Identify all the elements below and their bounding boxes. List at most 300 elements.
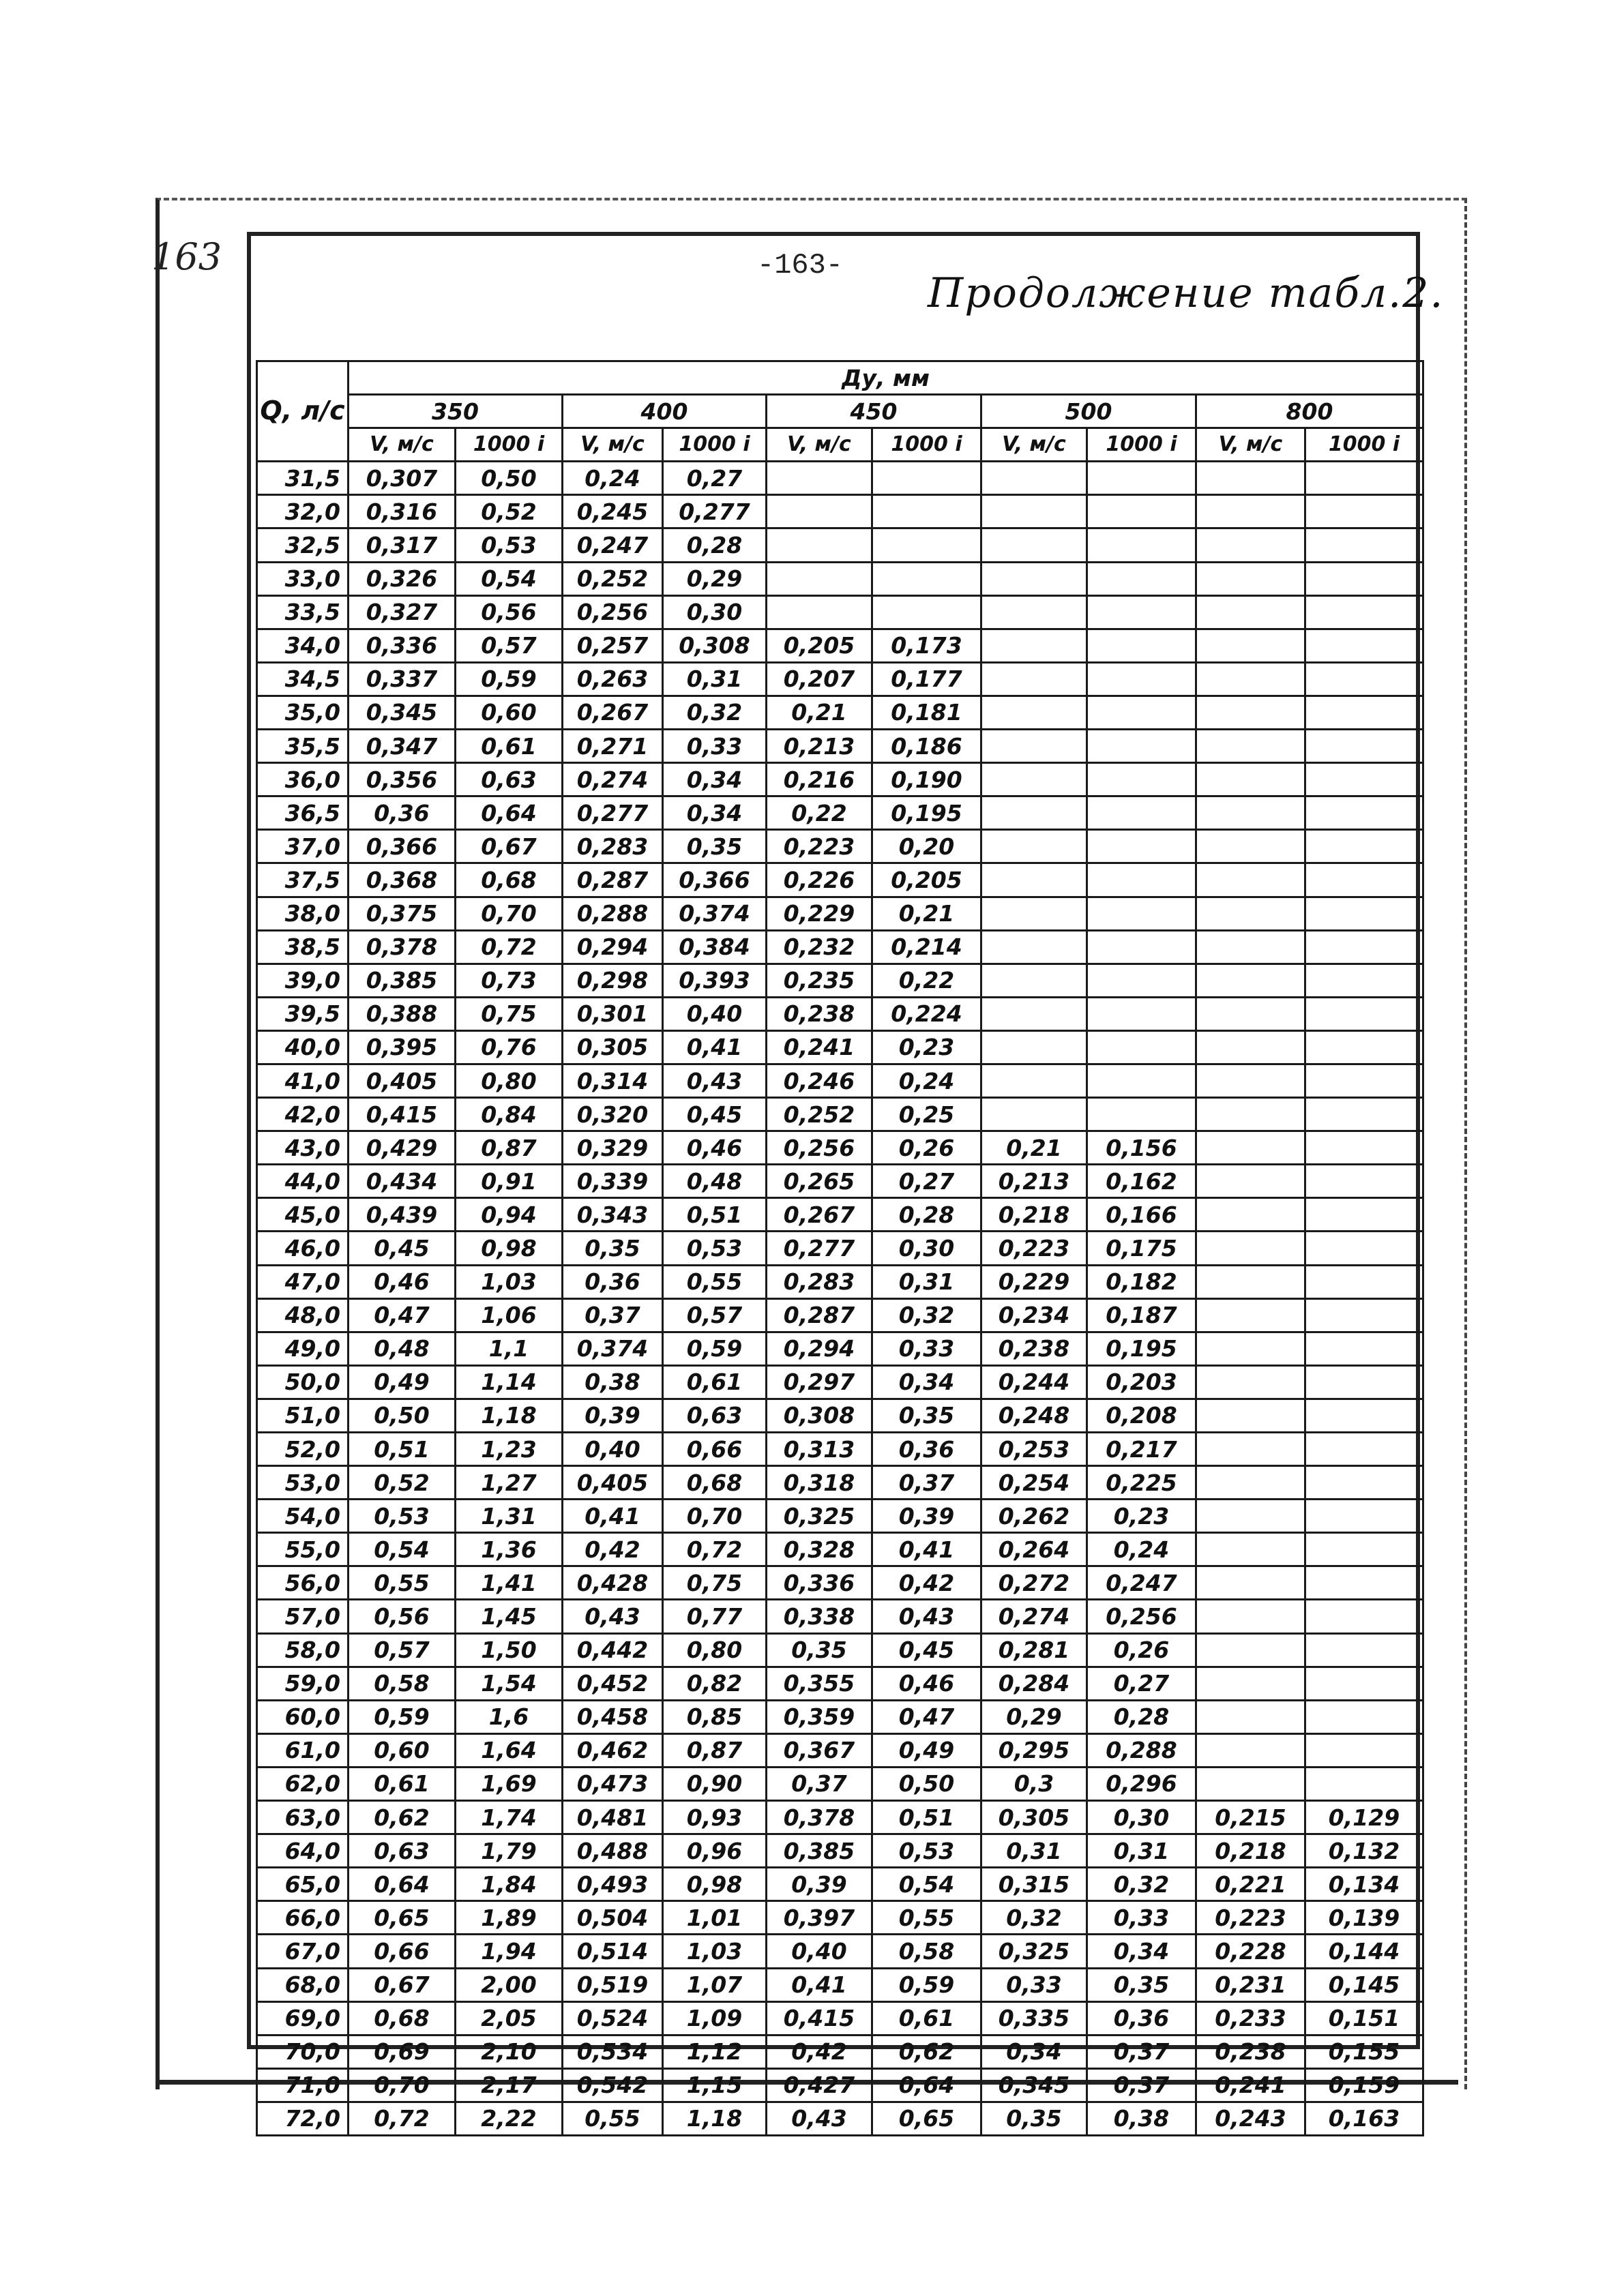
head-loss-cell: 0,26 — [872, 1131, 981, 1165]
velocity-cell: 0,481 — [563, 1801, 663, 1834]
velocity-cell: 0,232 — [767, 930, 872, 964]
velocity-cell: 0,284 — [981, 1667, 1087, 1700]
velocity-cell: 0,439 — [349, 1198, 456, 1232]
table-row — [257, 1801, 1423, 1834]
velocity-cell: 0,524 — [563, 2001, 663, 2035]
velocity-cell — [1196, 1064, 1305, 1097]
head-loss-cell: 0,32 — [872, 1298, 981, 1332]
velocity-cell: 0,41 — [563, 1500, 663, 1533]
head-loss-cell: 0,61 — [872, 2001, 981, 2035]
head-loss-cell: 0,41 — [872, 1533, 981, 1566]
velocity-cell: 0,347 — [349, 730, 456, 763]
velocity-cell — [1196, 696, 1305, 729]
head-loss-cell: 0,49 — [872, 1733, 981, 1767]
flow-rate-cell: 37,5 — [257, 863, 349, 897]
velocity-cell — [1196, 1265, 1305, 1298]
velocity-cell — [1196, 1332, 1305, 1365]
diameter-header: 400 — [563, 395, 767, 428]
head-loss-cell: 2,22 — [456, 2102, 563, 2135]
velocity-cell: 0,504 — [563, 1901, 663, 1935]
velocity-cell: 0,345 — [981, 2068, 1087, 2102]
velocity-cell: 0,328 — [767, 1533, 872, 1566]
velocity-cell — [767, 595, 872, 629]
velocity-cell: 0,305 — [981, 1801, 1087, 1834]
velocity-cell: 0,233 — [1196, 2001, 1305, 2035]
head-loss-cell: 0,182 — [1087, 1265, 1196, 1298]
velocity-cell: 0,229 — [981, 1265, 1087, 1298]
head-loss-cell — [1305, 1466, 1423, 1500]
velocity-cell: 0,37 — [563, 1298, 663, 1332]
head-loss-cell: 2,10 — [456, 2035, 563, 2068]
head-loss-cell: 0,38 — [1087, 2102, 1196, 2135]
velocity-cell — [1196, 997, 1305, 1030]
head-loss-cell: 0,46 — [872, 1667, 981, 1700]
head-loss-cell — [1305, 1700, 1423, 1733]
head-loss-cell — [1305, 1365, 1423, 1399]
head-loss-cell: 0,33 — [663, 730, 767, 763]
velocity-cell: 0,281 — [981, 1633, 1087, 1667]
head-loss-cell: 0,24 — [872, 1064, 981, 1097]
head-loss-cell: 0,156 — [1087, 1131, 1196, 1165]
velocity-cell: 0,54 — [349, 1533, 456, 1566]
head-loss-cell — [1305, 1500, 1423, 1533]
head-loss-cell — [1305, 1298, 1423, 1332]
head-loss-cell — [872, 495, 981, 528]
head-loss-cell: 0,64 — [872, 2068, 981, 2102]
head-loss-cell: 0,98 — [663, 1868, 767, 1901]
velocity-cell: 0,295 — [981, 1733, 1087, 1767]
velocity-cell: 0,405 — [563, 1466, 663, 1500]
velocity-cell: 0,21 — [981, 1131, 1087, 1165]
velocity-cell: 0,271 — [563, 730, 663, 763]
velocity-cell: 0,317 — [349, 528, 456, 562]
head-loss-cell — [1305, 1633, 1423, 1667]
head-loss-cell — [1087, 528, 1196, 562]
head-loss-cell: 0,205 — [872, 863, 981, 897]
velocity-cell — [1196, 1198, 1305, 1232]
head-loss-cell — [1305, 1533, 1423, 1566]
velocity-cell: 0,329 — [563, 1131, 663, 1165]
head-loss-cell — [1305, 997, 1423, 1030]
head-loss-cell — [1305, 1265, 1423, 1298]
head-loss-cell: 0,186 — [872, 730, 981, 763]
head-loss-cell: 0,224 — [872, 997, 981, 1030]
velocity-cell — [981, 730, 1087, 763]
head-loss-cell — [1305, 528, 1423, 562]
velocity-cell: 0,335 — [981, 2001, 1087, 2035]
velocity-cell: 0,70 — [349, 2068, 456, 2102]
head-loss-cell: 0,90 — [663, 1767, 767, 1800]
table-row — [257, 1566, 1423, 1600]
head-loss-cell: 1,14 — [456, 1365, 563, 1399]
velocity-cell — [981, 1064, 1087, 1097]
velocity-cell: 0,72 — [349, 2102, 456, 2135]
velocity-cell: 0,244 — [981, 1365, 1087, 1399]
head-loss-cell: 0,163 — [1305, 2102, 1423, 2135]
flow-rate-cell: 68,0 — [257, 1968, 349, 2001]
velocity-cell — [981, 562, 1087, 595]
head-loss-cell: 0,30 — [663, 595, 767, 629]
velocity-cell: 0,3 — [981, 1767, 1087, 1800]
table-row — [257, 730, 1423, 763]
head-loss-cell: 0,139 — [1305, 1901, 1423, 1935]
velocity-cell: 0,415 — [767, 2001, 872, 2035]
table-row — [257, 1433, 1423, 1466]
head-loss-header: 1000 i — [456, 428, 563, 462]
velocity-cell: 0,35 — [767, 1633, 872, 1667]
head-loss-cell: 0,30 — [1087, 1801, 1196, 1834]
head-loss-cell: 0,32 — [663, 696, 767, 729]
velocity-cell: 0,326 — [349, 562, 456, 595]
flow-rate-cell: 72,0 — [257, 2102, 349, 2135]
head-loss-cell: 0,91 — [456, 1165, 563, 1198]
velocity-cell: 0,235 — [767, 964, 872, 997]
table-row — [257, 629, 1423, 662]
velocity-cell: 0,343 — [563, 1198, 663, 1232]
head-loss-cell: 1,18 — [456, 1399, 563, 1432]
head-loss-cell: 0,36 — [872, 1433, 981, 1466]
velocity-cell — [1196, 930, 1305, 964]
table-row — [257, 930, 1423, 964]
table-row — [257, 1767, 1423, 1800]
velocity-cell — [981, 595, 1087, 629]
velocity-cell: 0,51 — [349, 1433, 456, 1466]
velocity-cell — [1196, 730, 1305, 763]
velocity-cell: 0,519 — [563, 1968, 663, 2001]
head-loss-cell — [1305, 1030, 1423, 1064]
flow-rate-cell: 44,0 — [257, 1165, 349, 1198]
head-loss-cell: 0,33 — [1087, 1901, 1196, 1935]
head-loss-cell — [1087, 930, 1196, 964]
velocity-cell: 0,32 — [981, 1901, 1087, 1935]
head-loss-cell: 0,59 — [663, 1332, 767, 1365]
head-loss-cell: 0,51 — [663, 1198, 767, 1232]
velocity-cell: 0,287 — [767, 1298, 872, 1332]
flow-rate-cell: 36,5 — [257, 796, 349, 830]
velocity-cell: 0,378 — [767, 1801, 872, 1834]
velocity-cell: 0,52 — [349, 1466, 456, 1500]
head-loss-cell: 0,82 — [663, 1667, 767, 1700]
flow-rate-cell: 33,0 — [257, 562, 349, 595]
head-loss-cell: 0,48 — [663, 1165, 767, 1198]
velocity-cell — [981, 796, 1087, 830]
velocity-cell: 0,288 — [563, 897, 663, 930]
head-loss-cell: 0,72 — [456, 930, 563, 964]
velocity-cell: 0,316 — [349, 495, 456, 528]
flow-rate-cell: 32,0 — [257, 495, 349, 528]
velocity-cell: 0,314 — [563, 1064, 663, 1097]
table-row — [257, 796, 1423, 830]
velocity-cell — [1196, 1030, 1305, 1064]
head-loss-cell: 0,50 — [872, 1767, 981, 1800]
velocity-cell: 0,229 — [767, 897, 872, 930]
head-loss-cell: 0,50 — [456, 462, 563, 495]
velocity-cell: 0,355 — [767, 1667, 872, 1700]
velocity-cell — [981, 528, 1087, 562]
velocity-cell: 0,59 — [349, 1700, 456, 1733]
velocity-cell: 0,40 — [563, 1433, 663, 1466]
head-loss-cell: 0,28 — [872, 1198, 981, 1232]
flow-rate-cell: 35,5 — [257, 730, 349, 763]
velocity-cell — [767, 495, 872, 528]
velocity-cell: 0,272 — [981, 1566, 1087, 1600]
table-row — [257, 1232, 1423, 1265]
velocity-cell: 0,405 — [349, 1064, 456, 1097]
head-loss-cell: 0,181 — [872, 696, 981, 729]
velocity-cell: 0,356 — [349, 763, 456, 796]
head-loss-cell — [1305, 1064, 1423, 1097]
velocity-cell: 0,207 — [767, 662, 872, 696]
table-row — [257, 528, 1423, 562]
velocity-cell: 0,35 — [563, 1232, 663, 1265]
head-loss-cell: 0,53 — [872, 1834, 981, 1868]
velocity-cell: 0,298 — [563, 964, 663, 997]
flow-rate-cell: 70,0 — [257, 2035, 349, 2068]
flow-rate-cell: 71,0 — [257, 2068, 349, 2102]
velocity-cell: 0,39 — [767, 1868, 872, 1901]
velocity-cell — [1196, 1165, 1305, 1198]
velocity-cell: 0,254 — [981, 1466, 1087, 1500]
head-loss-cell: 0,177 — [872, 662, 981, 696]
flow-rate-cell: 50,0 — [257, 1365, 349, 1399]
head-loss-cell — [872, 562, 981, 595]
head-loss-cell — [1305, 730, 1423, 763]
head-loss-cell: 0,35 — [663, 830, 767, 863]
velocity-cell — [1196, 462, 1305, 495]
flow-rate-cell: 54,0 — [257, 1500, 349, 1533]
head-loss-cell — [1305, 1198, 1423, 1232]
velocity-cell — [1196, 562, 1305, 595]
flow-rate-cell: 63,0 — [257, 1801, 349, 1834]
velocity-cell: 0,223 — [1196, 1901, 1305, 1935]
head-loss-cell: 2,17 — [456, 2068, 563, 2102]
head-loss-cell: 0,47 — [872, 1700, 981, 1733]
page-number: -163- — [756, 249, 844, 282]
head-loss-cell — [872, 528, 981, 562]
velocity-cell: 0,68 — [349, 2001, 456, 2035]
head-loss-cell: 0,26 — [1087, 1633, 1196, 1667]
velocity-cell: 0,301 — [563, 997, 663, 1030]
flow-rate-cell: 60,0 — [257, 1700, 349, 1733]
table-row — [257, 964, 1423, 997]
head-loss-cell — [872, 462, 981, 495]
flow-rate-cell: 33,5 — [257, 595, 349, 629]
head-loss-cell: 0,34 — [663, 796, 767, 830]
velocity-cell: 0,62 — [349, 1801, 456, 1834]
head-loss-cell: 0,64 — [456, 796, 563, 830]
head-loss-cell: 2,05 — [456, 2001, 563, 2035]
head-loss-cell: 0,195 — [1087, 1332, 1196, 1365]
head-loss-cell: 0,374 — [663, 897, 767, 930]
head-loss-cell — [1305, 1733, 1423, 1767]
table-row — [257, 1298, 1423, 1332]
velocity-cell: 0,256 — [563, 595, 663, 629]
head-loss-cell: 0,54 — [872, 1868, 981, 1901]
velocity-cell: 0,262 — [981, 1500, 1087, 1533]
head-loss-cell: 0,35 — [872, 1399, 981, 1432]
head-loss-cell — [1305, 930, 1423, 964]
velocity-cell: 0,514 — [563, 1935, 663, 1968]
velocity-header: V, м/с — [563, 428, 663, 462]
velocity-cell: 0,378 — [349, 930, 456, 964]
head-loss-cell — [1087, 964, 1196, 997]
head-loss-cell: 0,22 — [872, 964, 981, 997]
head-loss-cell: 1,06 — [456, 1298, 563, 1332]
velocity-cell — [1196, 1098, 1305, 1131]
head-loss-cell: 0,34 — [872, 1365, 981, 1399]
table-row — [257, 1700, 1423, 1733]
head-loss-cell: 0,72 — [663, 1533, 767, 1566]
table-row — [257, 1868, 1423, 1901]
velocity-cell — [1196, 662, 1305, 696]
head-loss-cell: 0,84 — [456, 1098, 563, 1131]
velocity-cell: 0,45 — [349, 1232, 456, 1265]
velocity-cell: 0,67 — [349, 1968, 456, 2001]
head-loss-cell: 0,63 — [456, 763, 563, 796]
velocity-cell: 0,442 — [563, 1633, 663, 1667]
velocity-cell: 0,263 — [563, 662, 663, 696]
head-loss-cell — [1305, 1332, 1423, 1365]
head-loss-cell: 0,96 — [663, 1834, 767, 1868]
velocity-cell: 0,308 — [767, 1399, 872, 1432]
flow-rate-cell: 56,0 — [257, 1566, 349, 1600]
velocity-cell: 0,213 — [981, 1165, 1087, 1198]
head-loss-cell: 0,27 — [663, 462, 767, 495]
diameter-header: 500 — [981, 395, 1196, 428]
velocity-cell: 0,264 — [981, 1533, 1087, 1566]
head-loss-cell: 0,134 — [1305, 1868, 1423, 1901]
velocity-cell: 0,33 — [981, 1968, 1087, 2001]
head-loss-header: 1000 i — [872, 428, 981, 462]
velocity-cell: 0,294 — [767, 1332, 872, 1365]
head-loss-cell: 0,65 — [872, 2102, 981, 2135]
velocity-cell — [981, 662, 1087, 696]
velocity-cell: 0,66 — [349, 1935, 456, 1968]
velocity-header: V, м/с — [1196, 428, 1305, 462]
head-loss-cell — [1087, 763, 1196, 796]
head-loss-cell: 0,70 — [456, 897, 563, 930]
head-loss-cell: 0,60 — [456, 696, 563, 729]
velocity-cell — [767, 462, 872, 495]
head-loss-cell: 0,277 — [663, 495, 767, 528]
flow-rate-cell: 58,0 — [257, 1633, 349, 1667]
flow-rate-cell: 45,0 — [257, 1198, 349, 1232]
head-loss-cell: 0,94 — [456, 1198, 563, 1232]
table-row — [257, 1131, 1423, 1165]
flow-rate-cell: 39,0 — [257, 964, 349, 997]
head-loss-cell: 0,93 — [663, 1801, 767, 1834]
table-row — [257, 662, 1423, 696]
flow-rate-cell: 69,0 — [257, 2001, 349, 2035]
head-loss-cell: 0,31 — [1087, 1834, 1196, 1868]
head-loss-cell — [1305, 863, 1423, 897]
velocity-cell — [981, 964, 1087, 997]
flow-rate-cell: 61,0 — [257, 1733, 349, 1767]
head-loss-cell: 0,159 — [1305, 2068, 1423, 2102]
table-row — [257, 1198, 1423, 1232]
head-loss-cell: 1,69 — [456, 1767, 563, 1800]
head-loss-cell — [1305, 462, 1423, 495]
table-row — [257, 495, 1423, 528]
head-loss-cell: 1,15 — [663, 2068, 767, 2102]
velocity-cell: 0,366 — [349, 830, 456, 863]
head-loss-cell: 0,129 — [1305, 1801, 1423, 1834]
velocity-cell: 0,313 — [767, 1433, 872, 1466]
table-row — [257, 696, 1423, 729]
velocity-cell: 0,43 — [563, 1600, 663, 1633]
head-loss-cell: 0,42 — [872, 1566, 981, 1600]
velocity-cell: 0,205 — [767, 629, 872, 662]
velocity-cell: 0,252 — [563, 562, 663, 595]
velocity-cell: 0,215 — [1196, 1801, 1305, 1834]
velocity-cell: 0,40 — [767, 1935, 872, 1968]
velocity-cell: 0,53 — [349, 1500, 456, 1533]
velocity-cell: 0,238 — [767, 997, 872, 1030]
flow-rate-cell: 47,0 — [257, 1265, 349, 1298]
head-loss-cell: 0,208 — [1087, 1399, 1196, 1432]
flow-rate-cell: 43,0 — [257, 1131, 349, 1165]
velocity-cell — [1196, 1533, 1305, 1566]
flow-rate-header: Q, л/с — [257, 361, 349, 462]
velocity-cell: 0,35 — [981, 2102, 1087, 2135]
velocity-cell: 0,39 — [563, 1399, 663, 1432]
head-loss-cell: 0,41 — [663, 1030, 767, 1064]
table-row — [257, 562, 1423, 595]
head-loss-cell: 0,195 — [872, 796, 981, 830]
velocity-cell: 0,368 — [349, 863, 456, 897]
velocity-cell: 0,69 — [349, 2035, 456, 2068]
diameter-header: 450 — [767, 395, 981, 428]
velocity-cell: 0,338 — [767, 1600, 872, 1633]
velocity-cell: 0,283 — [767, 1265, 872, 1298]
velocity-cell: 0,336 — [349, 629, 456, 662]
head-loss-cell: 0,145 — [1305, 1968, 1423, 2001]
head-loss-cell — [1087, 730, 1196, 763]
velocity-cell — [1196, 1399, 1305, 1432]
head-loss-cell: 0,28 — [663, 528, 767, 562]
head-loss-cell: 0,57 — [456, 629, 563, 662]
velocity-cell: 0,49 — [349, 1365, 456, 1399]
table-row — [257, 1165, 1423, 1198]
head-loss-cell — [1087, 830, 1196, 863]
head-loss-cell — [1305, 1232, 1423, 1265]
velocity-cell — [1196, 595, 1305, 629]
table-row — [257, 2068, 1423, 2102]
velocity-cell: 0,38 — [563, 1365, 663, 1399]
head-loss-cell: 0,37 — [872, 1466, 981, 1500]
head-loss-cell: 0,55 — [663, 1265, 767, 1298]
velocity-cell: 0,427 — [767, 2068, 872, 2102]
table-row — [257, 1399, 1423, 1432]
velocity-cell — [1196, 1232, 1305, 1265]
head-loss-header: 1000 i — [1305, 428, 1423, 462]
velocity-cell: 0,267 — [767, 1198, 872, 1232]
velocity-cell: 0,305 — [563, 1030, 663, 1064]
table-row — [257, 1500, 1423, 1533]
velocity-cell — [1196, 1298, 1305, 1332]
velocity-cell: 0,256 — [767, 1131, 872, 1165]
velocity-cell: 0,294 — [563, 930, 663, 964]
head-loss-cell: 0,53 — [663, 1232, 767, 1265]
velocity-cell: 0,37 — [767, 1767, 872, 1800]
table-row — [257, 1332, 1423, 1365]
head-loss-cell: 1,07 — [663, 1968, 767, 2001]
head-loss-cell — [1087, 696, 1196, 729]
head-loss-cell: 0,32 — [1087, 1868, 1196, 1901]
velocity-cell: 0,395 — [349, 1030, 456, 1064]
velocity-cell — [1196, 1500, 1305, 1533]
head-loss-cell: 0,24 — [1087, 1533, 1196, 1566]
